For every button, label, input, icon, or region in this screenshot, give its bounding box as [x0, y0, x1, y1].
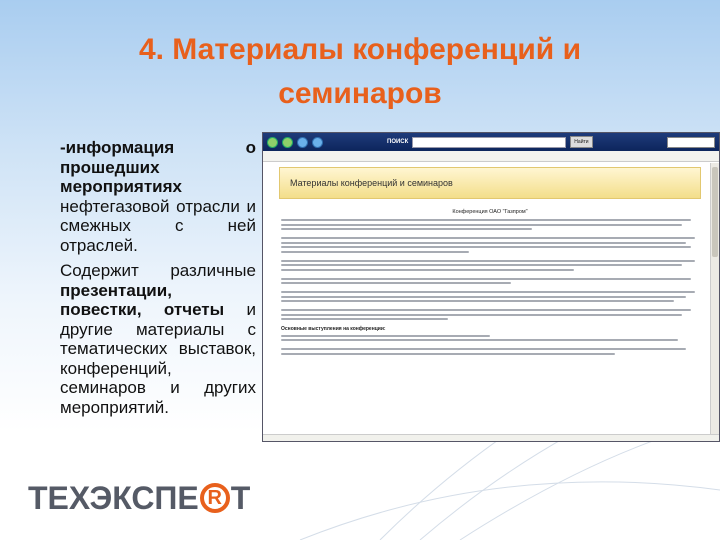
search-input[interactable] — [412, 137, 566, 148]
screenshot-toolbar — [263, 133, 719, 151]
text-line — [281, 278, 691, 280]
logo-text-end: Т — [230, 479, 251, 516]
paragraph-contents — [60, 261, 256, 417]
slide-body-text — [60, 138, 256, 423]
back-icon[interactable] — [267, 137, 278, 148]
text-line — [281, 242, 686, 244]
logo-ring — [200, 483, 230, 513]
document-list-heading: Основные выступления на конференции: — [281, 326, 386, 332]
text-line — [281, 309, 691, 311]
paragraph-info-rest: нефтегазовой отрасли и смежных с ней отраслей. — [60, 196, 256, 255]
slide-title — [60, 28, 660, 116]
text-line — [281, 219, 691, 221]
screenshot-status-bar — [263, 434, 719, 441]
text-line — [281, 296, 686, 298]
text-line — [281, 246, 691, 248]
screenshot-scrollbar[interactable] — [710, 163, 719, 439]
text-line — [281, 335, 490, 337]
forward-icon[interactable] — [282, 137, 293, 148]
section-select[interactable] — [667, 137, 715, 148]
embedded-screenshot — [262, 132, 720, 442]
text-line — [281, 264, 682, 266]
print-icon[interactable] — [312, 137, 323, 148]
search-label: ПОИСК — [387, 139, 409, 145]
screenshot-nav-bar — [263, 151, 719, 162]
text-line — [281, 251, 469, 253]
screenshot-document — [275, 163, 705, 435]
slide-title-line1: 4. Материалы конференций и — [138, 33, 582, 66]
text-line — [281, 237, 695, 239]
logo-text-start: ТЕХЭКСПЕ — [28, 479, 199, 516]
slide-title-line2: семинаров — [278, 77, 442, 110]
document-text-block — [275, 219, 705, 355]
text-line — [281, 339, 678, 341]
paragraph-contents-start: Содержит различные — [60, 261, 256, 280]
paragraph-contents-rest: и другие материалы с тематических выставок, конференций, семинаров и других мероприятий. — [60, 300, 256, 417]
document-header: Материалы конференций и семинаров — [279, 167, 701, 199]
logo-ring-letter: R — [207, 487, 222, 509]
paragraph-contents-bold: презентации, повестки, отчеты — [60, 280, 225, 319]
find-button[interactable]: Найти — [570, 136, 592, 148]
text-line — [281, 348, 686, 350]
text-line — [281, 318, 448, 320]
home-icon[interactable] — [297, 137, 308, 148]
text-line — [281, 260, 695, 262]
text-line — [281, 224, 682, 226]
text-line — [281, 282, 511, 284]
text-line — [281, 228, 532, 230]
text-line — [281, 314, 682, 316]
company-logo — [28, 476, 250, 520]
text-line — [281, 269, 574, 271]
document-subtitle: Конференция ОАО "Газпром" — [452, 209, 528, 215]
text-line — [281, 353, 615, 355]
text-line — [281, 291, 695, 293]
text-line — [281, 300, 674, 302]
paragraph-info — [60, 138, 256, 255]
scrollbar-thumb[interactable] — [712, 167, 718, 257]
paragraph-info-bold: -информация о прошедших мероприятиях — [60, 138, 256, 196]
